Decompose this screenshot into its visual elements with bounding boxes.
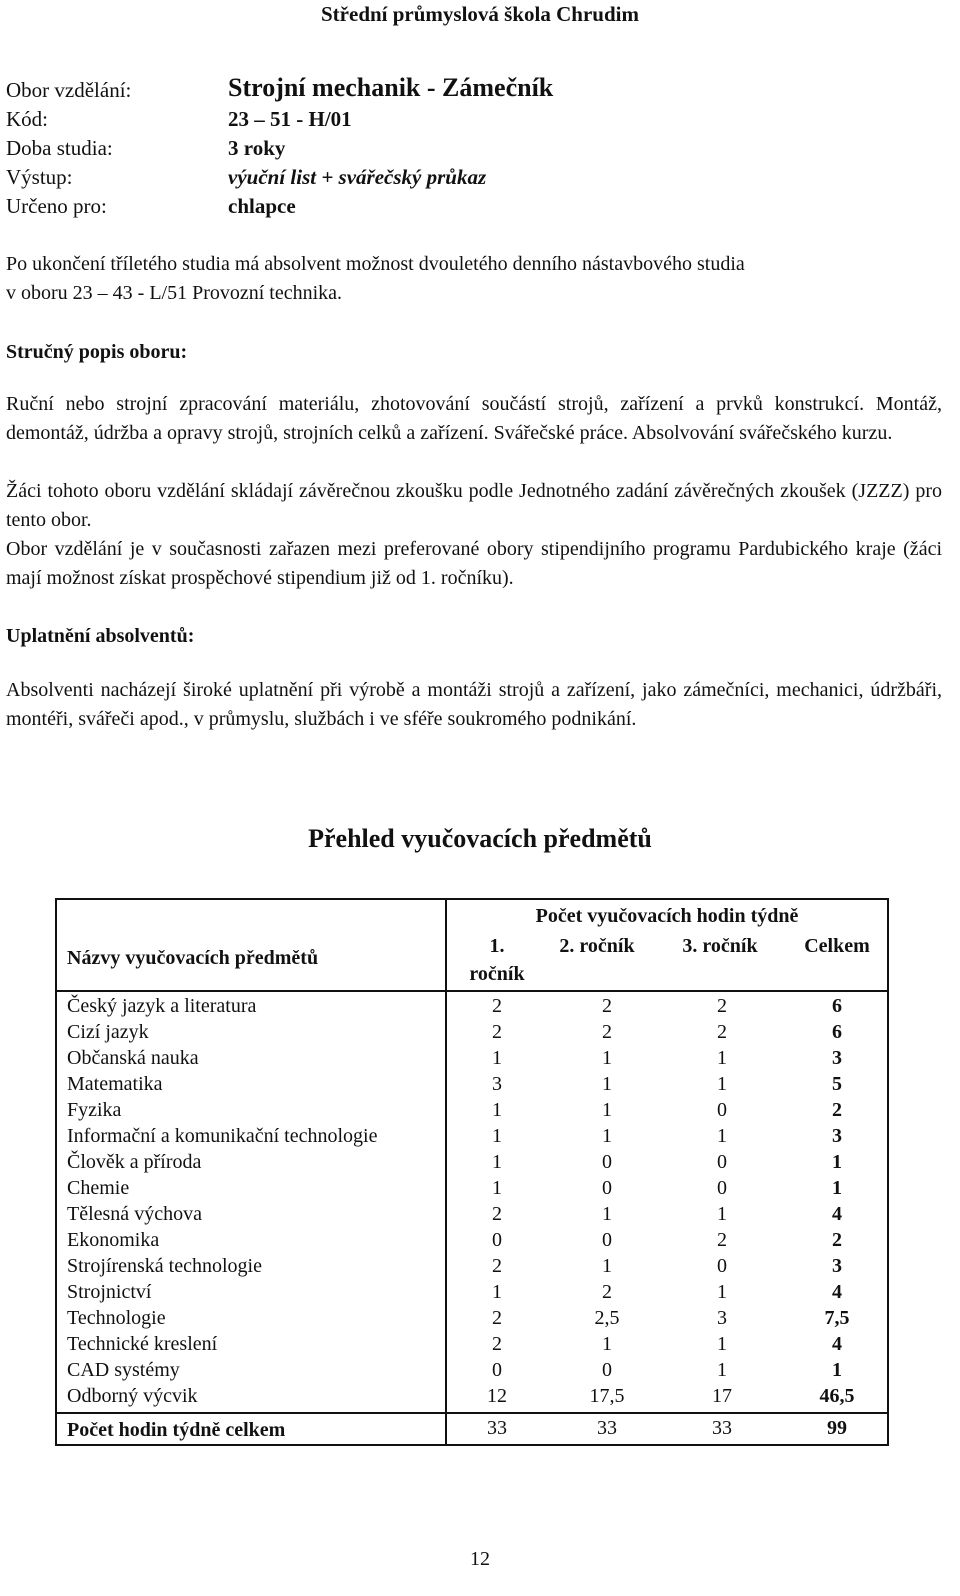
summary-year1: 33 — [487, 1417, 507, 1439]
subject-total: 6 — [832, 995, 842, 1017]
subject-year3: 1 — [717, 1333, 727, 1355]
subject-total: 7,5 — [824, 1307, 850, 1329]
subject-year3: 1 — [717, 1203, 727, 1225]
subject-name: Fyzika — [67, 1099, 122, 1121]
subject-total: 2 — [832, 1099, 842, 1121]
subject-year3: 17 — [712, 1385, 732, 1407]
header-divider — [57, 990, 887, 992]
info-label-duration: Doba studia: — [6, 136, 113, 160]
year1-header-line2: ročník — [469, 963, 525, 985]
subject-year1: 1 — [492, 1125, 502, 1147]
subject-total: 2 — [832, 1229, 842, 1251]
employment-text: Absolventi nacházejí široké uplatnění při výrobě a montáži strojů a zařízení, jako zámečníci, mechanici, údržbáři, montéři, svářeči apod., v průmyslu, službách i ve sféře soukromého podnikání. — [6, 679, 942, 730]
table-title: Přehled vyučovacích předmětů — [308, 824, 652, 853]
subject-year1: 2 — [492, 1255, 502, 1277]
subject-year2: 2 — [602, 1021, 612, 1043]
subject-total: 1 — [832, 1151, 842, 1173]
subject-year1: 2 — [492, 995, 502, 1017]
description-paragraph-2: Žáci tohoto oboru vzdělání skládají závěrečnou zkoušku podle Jednotného zadání závěrečných zkoušek (JZZZ) pro tento obor. — [6, 480, 942, 531]
subject-total: 46,5 — [819, 1385, 855, 1407]
subject-year1: 3 — [492, 1073, 502, 1095]
subject-year1: 0 — [492, 1229, 502, 1251]
subject-name: Matematika — [67, 1073, 163, 1095]
school-name: Střední průmyslová škola Chrudim — [321, 2, 639, 26]
info-value-code: 23 – 51 - H/01 — [228, 107, 352, 131]
subject-year3: 2 — [717, 995, 727, 1017]
subject-name: Informační a komunikační technologie — [67, 1125, 378, 1147]
subject-year1: 12 — [487, 1385, 507, 1407]
total-header: Celkem — [804, 935, 870, 957]
info-label-field: Obor vzdělání: — [6, 78, 132, 102]
info-value-duration: 3 roky — [228, 136, 286, 160]
subject-total: 3 — [832, 1255, 842, 1277]
subject-year3: 1 — [717, 1281, 727, 1303]
subject-year3: 1 — [717, 1073, 727, 1095]
subject-year1: 2 — [492, 1333, 502, 1355]
info-label-intended: Určeno pro: — [6, 194, 107, 218]
subject-year3: 2 — [717, 1021, 727, 1043]
subject-name: Strojírenská technologie — [67, 1255, 262, 1277]
subject-year1: 1 — [492, 1047, 502, 1069]
description-paragraph-3: Obor vzdělání je v současnosti zařazen mezi preferované obory stipendijního programu Pardubického kraje (žáci mají možnost získat prospěchové stipendium již od 1. ročníku). — [6, 538, 942, 589]
info-value-output: výuční list + svářečský průkaz — [228, 165, 487, 189]
subject-total: 1 — [832, 1177, 842, 1199]
subject-total: 1 — [832, 1359, 842, 1381]
subject-name: Tělesná výchova — [67, 1203, 202, 1225]
subjects-table — [55, 898, 889, 1446]
subject-year2: 0 — [602, 1151, 612, 1173]
subject-total: 4 — [832, 1203, 842, 1225]
page-number: 12 — [470, 1548, 490, 1570]
subject-year2: 17,5 — [589, 1385, 625, 1407]
subject-name: Ekonomika — [67, 1229, 160, 1251]
subject-year3: 1 — [717, 1359, 727, 1381]
info-label-code: Kód: — [6, 107, 48, 131]
subject-total: 4 — [832, 1333, 842, 1355]
subject-year2: 1 — [602, 1125, 612, 1147]
subject-name: Technologie — [67, 1307, 166, 1329]
subject-year2: 1 — [602, 1073, 612, 1095]
subject-name: Člověk a příroda — [67, 1151, 202, 1173]
summary-year2: 33 — [597, 1417, 617, 1439]
subject-year2: 1 — [602, 1203, 612, 1225]
subject-name: CAD systémy — [67, 1359, 180, 1381]
subject-year2: 0 — [602, 1359, 612, 1381]
subject-year3: 0 — [717, 1177, 727, 1199]
subject-year2: 1 — [602, 1099, 612, 1121]
subject-name: Cizí jazyk — [67, 1021, 149, 1043]
subjects-header: Názvy vyučovacích předmětů — [67, 947, 319, 969]
summary-divider — [57, 1412, 887, 1414]
subject-name: Chemie — [67, 1177, 130, 1199]
subject-total: 5 — [832, 1073, 842, 1095]
subject-year2: 2,5 — [594, 1307, 620, 1329]
description-heading: Stručný popis oboru: — [6, 341, 188, 363]
employment-heading: Uplatnění absolventů: — [6, 625, 195, 647]
subject-year3: 0 — [717, 1255, 727, 1277]
subject-year2: 1 — [602, 1255, 612, 1277]
year3-header: 3. ročník — [682, 935, 758, 957]
subject-name: Odborný výcvik — [67, 1385, 198, 1407]
subject-year2: 0 — [602, 1229, 612, 1251]
summary-total: 99 — [827, 1417, 847, 1439]
subject-total: 3 — [832, 1047, 842, 1069]
subject-total: 4 — [832, 1281, 842, 1303]
year1-header-line1: 1. — [489, 935, 505, 957]
intro-line-1: Po ukončení tříletého studia má absolvent možnost dvouletého denního nástavbového studia — [6, 253, 745, 275]
info-value-intended: chlapce — [228, 194, 296, 218]
subject-year1: 1 — [492, 1281, 502, 1303]
subject-year3: 0 — [717, 1151, 727, 1173]
subject-year2: 2 — [602, 1281, 612, 1303]
intro-line-2: v oboru 23 – 43 - L/51 Provozní technika. — [6, 282, 343, 304]
subject-year3: 2 — [717, 1229, 727, 1251]
subject-name: Strojnictví — [67, 1281, 152, 1303]
subject-year1: 2 — [492, 1021, 502, 1043]
subject-year2: 2 — [602, 995, 612, 1017]
info-label-output: Výstup: — [6, 165, 73, 189]
summary-label: Počet hodin týdně celkem — [67, 1419, 286, 1441]
subject-total: 3 — [832, 1125, 842, 1147]
year2-header: 2. ročník — [559, 935, 635, 957]
subject-name: Technické kreslení — [67, 1333, 218, 1355]
subject-year2: 1 — [602, 1333, 612, 1355]
subject-year1: 1 — [492, 1099, 502, 1121]
subject-year1: 2 — [492, 1203, 502, 1225]
subject-year1: 1 — [492, 1151, 502, 1173]
subject-year1: 0 — [492, 1359, 502, 1381]
subject-name: Český jazyk a literatura — [67, 995, 257, 1017]
subject-total: 6 — [832, 1021, 842, 1043]
info-value-field: Strojní mechanik - Zámečník — [228, 73, 554, 102]
subject-year1: 1 — [492, 1177, 502, 1199]
summary-year3: 33 — [712, 1417, 732, 1439]
subject-year3: 1 — [717, 1047, 727, 1069]
hours-header: Počet vyučovacích hodin týdně — [535, 905, 799, 927]
subject-year3: 3 — [717, 1307, 727, 1329]
subject-year3: 1 — [717, 1125, 727, 1147]
subject-year3: 0 — [717, 1099, 727, 1121]
description-paragraph-1: Ruční nebo strojní zpracování materiálu, zhotovování součástí strojů, zařízení a prvků konstrukcí. Montáž, demontáž, údržba a opravy strojů, strojních celků a zařízení. Svářečské práce. Absolvování svářečského kurzu. — [6, 393, 942, 444]
subject-year2: 1 — [602, 1047, 612, 1069]
subject-year2: 0 — [602, 1177, 612, 1199]
subject-year1: 2 — [492, 1307, 502, 1329]
subject-name: Občanská nauka — [67, 1047, 199, 1069]
